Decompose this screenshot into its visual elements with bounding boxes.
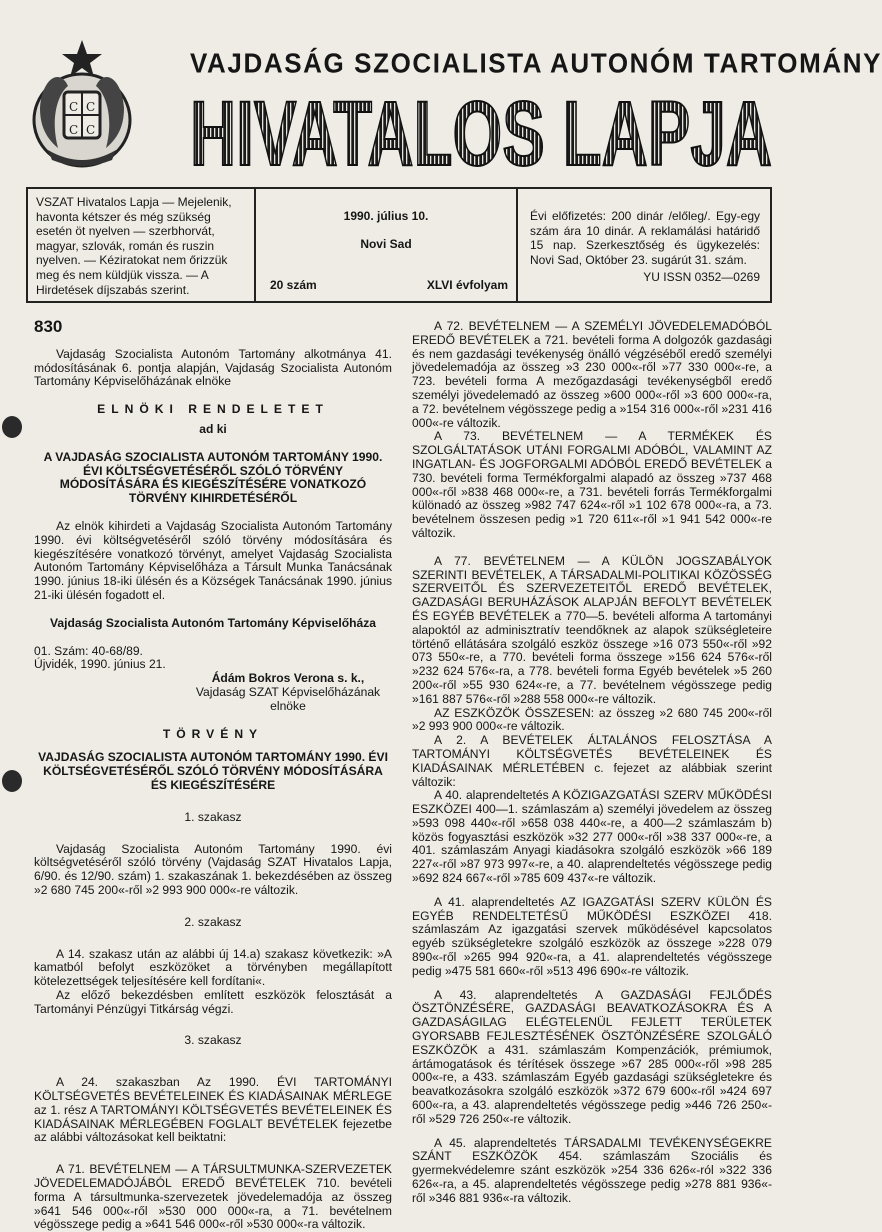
- section-2-body: A 14. szakasz után az alábbi új 14.a) szakasz következik: »A kamatból befolyt eszközöket a törvényben megállapított kötelezettségek teljesítésére kell fordítani«.: [34, 946, 392, 989]
- signer-title-2: elnöke: [270, 698, 306, 713]
- reference-date: Újvidék, 1990. június 21.: [34, 657, 166, 672]
- decree-heading: ELNÖKI RENDELETET: [97, 402, 329, 417]
- issn: YU ISSN 0352—0269: [643, 270, 760, 285]
- coat-of-arms-icon: [30, 38, 134, 170]
- issue-number: 20 szám: [270, 278, 317, 293]
- masthead-title: [188, 83, 774, 185]
- allocation-41: A 41. alaprendeltetés AZ IGAZGATÁSI SZERV KÜLÖN ÉS EGYÉB RENDELTETÉSŰ MŰKÖDÉSI ESZKÖZEI 418. számlaszám Az igazgatási szervek működésével kapcsolatos egyéb szükségletekre szolgáló eszközök az összege »228 079 890«-ről »265 994 920«-ra, a 41. alaprendeltetés végösszege pedig »475 581 660«-ről »513 496 690«-re változik.: [412, 894, 772, 978]
- allocation-heading: A 2. A BEVÉTELEK ÁLTALÁNOS FELOSZTÁSA A TARTOMÁNYI KÖLTSÉGVETÉS BEVÉTELEINEK ÉS KIADÁSAINAK MÉRLETÉBEN c. fejezet az alábbiak szerint változik:: [412, 733, 772, 789]
- section-3-title: 3. szakasz: [184, 1033, 242, 1048]
- revenue-72: A 72. BEVÉTELNEM — A SZEMÉLYI JÖVEDELEMADÓBÓL EREDŐ BEVÉTELEK a 721. bevételi forma A dolgozók gazdasági és nem gazdasági tevékenység önálló végzéséből eredő személyi jövedelemadója az összeg »3 230 000«-ről »77 330 000«-re, a 723. bevételi forma A mezőgazdasági tevékenységből eredő személyi jövedelemadó az összeg »600 000«-ről »3 600 000«-ra, a 72. bevételnem végösszege pedig a »154 316 000«-ről »231 416 000«-re változik.: [412, 319, 772, 430]
- svg-text:C: C: [86, 123, 96, 137]
- punch-hole: [2, 416, 22, 438]
- issue-date: 1990. július 10.: [343, 209, 429, 223]
- law-title: VAJDASÁG SZOCIALISTA AUTONÓM TARTOMÁNY 1990. ÉVI KÖLTSÉGVETÉSÉRŐL SZÓLÓ TÖRVÉNY MÓDOSÍTÁSÁRA ÉS KIEGÉSZÍTÉSÉRE: [38, 750, 388, 792]
- issue-details: [256, 189, 518, 301]
- svg-text:C: C: [86, 100, 96, 114]
- decree-heading-sub: ad ki: [199, 421, 227, 436]
- decree-body: Az elnök kihirdeti a Vajdaság Szocialista Autonóm Tartomány 1990. évi költségvetéséről szóló törvény módosítására és kiegészítésére vonatkozó törvényt, amelyet Vajdaság Szocialista Autonóm Tartomány Képviselőháza a Társult Munka Tanácsának 1990. június 18-iki ülésén és a Községek Tanácsának 1990. június 21-iki ülésén fogadott el.: [34, 518, 392, 602]
- signer-name: Ádám Bokros Verona s. k.,: [211, 671, 365, 686]
- preamble: Vajdaság Szocialista Autonóm Tartomány alkotmánya 41. módosításának 6. pontja alapján, Vajdaság Szocialista Autonóm Tartomány Képviselőházának elnöke: [34, 346, 392, 389]
- svg-text:C: C: [69, 100, 79, 114]
- decree-title: A VAJDASÁG SZOCIALISTA AUTONÓM TARTOMÁNY 1990. ÉVI KÖLTSÉGVETÉSÉRŐL SZÓLÓ TÖRVÉNY MÓDOSÍTÁSÁRA ÉS KIEGÉSZÍTÉSÉRE VONATKOZÓ TÖRVÉNY KIHIRDETÉSÉRŐL: [43, 449, 383, 506]
- subscription-info: [518, 189, 770, 301]
- revenue-73: A 73. BEVÉTELNEM — A TERMÉKEK ÉS SZOLGÁLTATÁSOK UTÁNI FORGALMI ADÓBÓL, VALAMINT AZ INGATLAN- ÉS JOGFORGALMI ADÓBÓL EREDŐ BEVÉTELEK a 730. bevételi forma Termékforgalmi alapadó az összeg »737 468 000«-ről »838 468 000«-re, a 731. bevételi forrás Termékforgalmi különadó az összeg »982 747 624«-ről »1 102 678 000«-ra, a 73. bevételnem összesen pedig »1 720 611«-ről »1 941 542 000«-re változik.: [412, 429, 772, 540]
- law-heading: TÖRVÉNY: [162, 726, 264, 741]
- section-1-title: 1. szakasz: [184, 809, 242, 824]
- publication-notice: VSZAT Hivatalos Lapja — Mejelenik, havonta kétszer és még szükség esetén öt nyelven — szerbhorvát, magyar, szlovák, román és ruszin nyelven. — Kéziratokat nem őrizzük meg és nem küldjük vissza. — A Hirdetések díjszabás szerint.: [28, 189, 256, 301]
- allocation-45: A 45. alaprendeltetés TÁRSADALMI TEVÉKENYSÉGEKRE SZÁNT ESZKÖZÖK 454. számlaszám Szociális és gyermekvédelemre szánt eszközök »254 336 626«-ról »322 336 626«-ra, a 45. alaprendeltetés végösszege pedig »278 881 936«-ről »346 881 936«-ra változik.: [412, 1135, 772, 1205]
- assembly-name: Vajdaság Szocialista Autonóm Tartomány Képviselőháza: [50, 615, 376, 630]
- reference-number: 01. Szám: 40-68/89.: [34, 643, 143, 658]
- issue-volume: XLVI évfolyam: [426, 278, 508, 293]
- revenue-77: A 77. BEVÉTELNEM — A KÜLÖN JOGSZABÁLYOK SZERINTI BEVÉTELEK, A TÁRSADALMI-POLITIKAI KÖZÖSSÉG SZERVEITŐL ÉS SZERVEZETEITŐL EREDŐ BEVÉTELEK, GAZDASÁGI BERUHÁZÁSOK ALAPJÁN BEFOLYT BEVÉTELEK ÉS EGYÉB BEVÉTELEK a 770—5. bevételi alforma A tartományi alapoktól az adminisztratív teendőknek az alapok szükségleteire történő ellátására szolgáló eszköz összege »16 073 550«-ről »92 073 550«-re, a 770. bevételi forma összege »156 624 576«-ről »232 624 576«-ra, a 778. bevételi forma Egyéb bevételek »5 260 200«-ről »55 930 624«-re, a 77. bevételnem végösszege pedig »161 887 576«-ről »288 558 000«-re változik.: [412, 553, 772, 706]
- masthead-subtitle: VAJDASÁG SZOCIALISTA AUTONÓM TARTOMÁNY: [190, 47, 882, 79]
- issue-place: Novi Sad: [360, 237, 412, 251]
- section-1-body: Vajdaság Szocialista Autonóm Tartomány 1990. évi költségvetéséről szóló törvény (Vajdaság SZAT Hivatalos Lapja, 6/90. és 12/90. szám) 1. szakaszának 1. bekezdésében az összeg »2 680 745 200«-ről »2 993 900 000«-re változik.: [34, 841, 392, 897]
- section-2-title: 2. szakasz: [184, 914, 242, 929]
- masthead-title-text: HIVATALOS LAPJA: [190, 83, 772, 185]
- issue-info-box: [26, 187, 772, 303]
- punch-hole: [2, 770, 22, 792]
- signer-title: Vajdaság SZAT Képviselőházának: [195, 684, 381, 699]
- section-3-body: A 24. szakaszban Az 1990. ÉVI TARTOMÁNYI KÖLTSÉGVETÉS BEVÉTELEINEK ÉS KIADÁSAINAK MÉRLEGE az 1. rész A TARTOMÁNYI KÖLTSÉGVETÉS BEVÉTELEINEK ÉS KIADÁSAINAK MÉRLEGÉBEN FOGLALT BEVÉTELEK fejezetbe az alábbi változásokat kell beiktatni:: [34, 1075, 392, 1145]
- left-column: [34, 317, 392, 1232]
- revenue-total: AZ ESZKÖZÖK ÖSSZESEN: az összeg »2 680 745 200«-ről »2 993 900 000«-re változik.: [412, 705, 772, 734]
- subscription-text: Évi előfizetés: 200 dinár /előleg/. Egy-egy szám ára 10 dinár. A reklamálási határidő 15 nap. Szerkesztőség és ügykezelés: Novi Sad, Október 23. sugárút 31. szám.: [530, 209, 760, 267]
- revenue-71: A 71. BEVÉTELNEM — A TÁRSULTMUNKA-SZERVEZETEK JÖVEDELEMADÓJÁBÓL EREDŐ BEVÉTELEK 710. bevételi forma A társultmunka-szervezetek jövedelemadója az összeg »641 546 000«-ről »530 000 000«-ra, a 71. bevételnem végösszege pedig a »641 546 000«-ről »530 000«-ra változik.: [34, 1162, 392, 1232]
- right-column: [412, 320, 772, 1206]
- svg-text:C: C: [69, 123, 79, 137]
- allocation-40: A 40. alaprendeltetés A KÖZIGAZGATÁSI SZERV MŰKÖDÉSI ESZKÖZEI 400—1. számlaszám a) személyi jövedelem az összeg »593 098 440«-ről »658 038 440«-re, a 400—2 számlaszám b) közös fogyasztási eszközök »32 277 000«-ről »38 337 000«-re, a 401. számlaszám Anyagi kiadásokra szolgáló eszközök »66 189 227«-ről »87 973 997«-re, a 40. alaprendeltetés végösszege pedig »692 824 667«-ről »785 609 437«-re változik.: [412, 788, 772, 886]
- act-number: 830: [34, 317, 63, 336]
- allocation-43: A 43. alaprendeltetés A GAZDASÁGI FEJLŐDÉS ÖSZTÖNZÉSÉRE, GAZDASÁGI BEAVATKOZÁSOKRA ÉS A GAZDASÁGILAG ELÉGTELENÜL FEJLETT TERÜLETEK GYORSABB FEJLESZTÉSÉNEK ÖSZTÖNZÉSÉRE SZOLGÁLÓ ESZKÖZÖK a 431. számlaszám Kompenzációk, prémiumok, ártámogatások és térítések összege »67 285 000«-ről »98 285 000«-re, a 433. számlaszám Egyéb gazdasági szükségletekre és beavatkozásokra szolgáló eszközök »372 679 600«-ről »424 697 600«-ra, a 43. alaprendeltetés végösszege pedig »446 726 250«-ről »529 726 250«-re változik.: [412, 987, 772, 1126]
- section-2-body-2: Az előző bekezdésben említett eszközök felosztását a Tartományi Pénzügyi Titkárság végzi.: [34, 987, 392, 1016]
